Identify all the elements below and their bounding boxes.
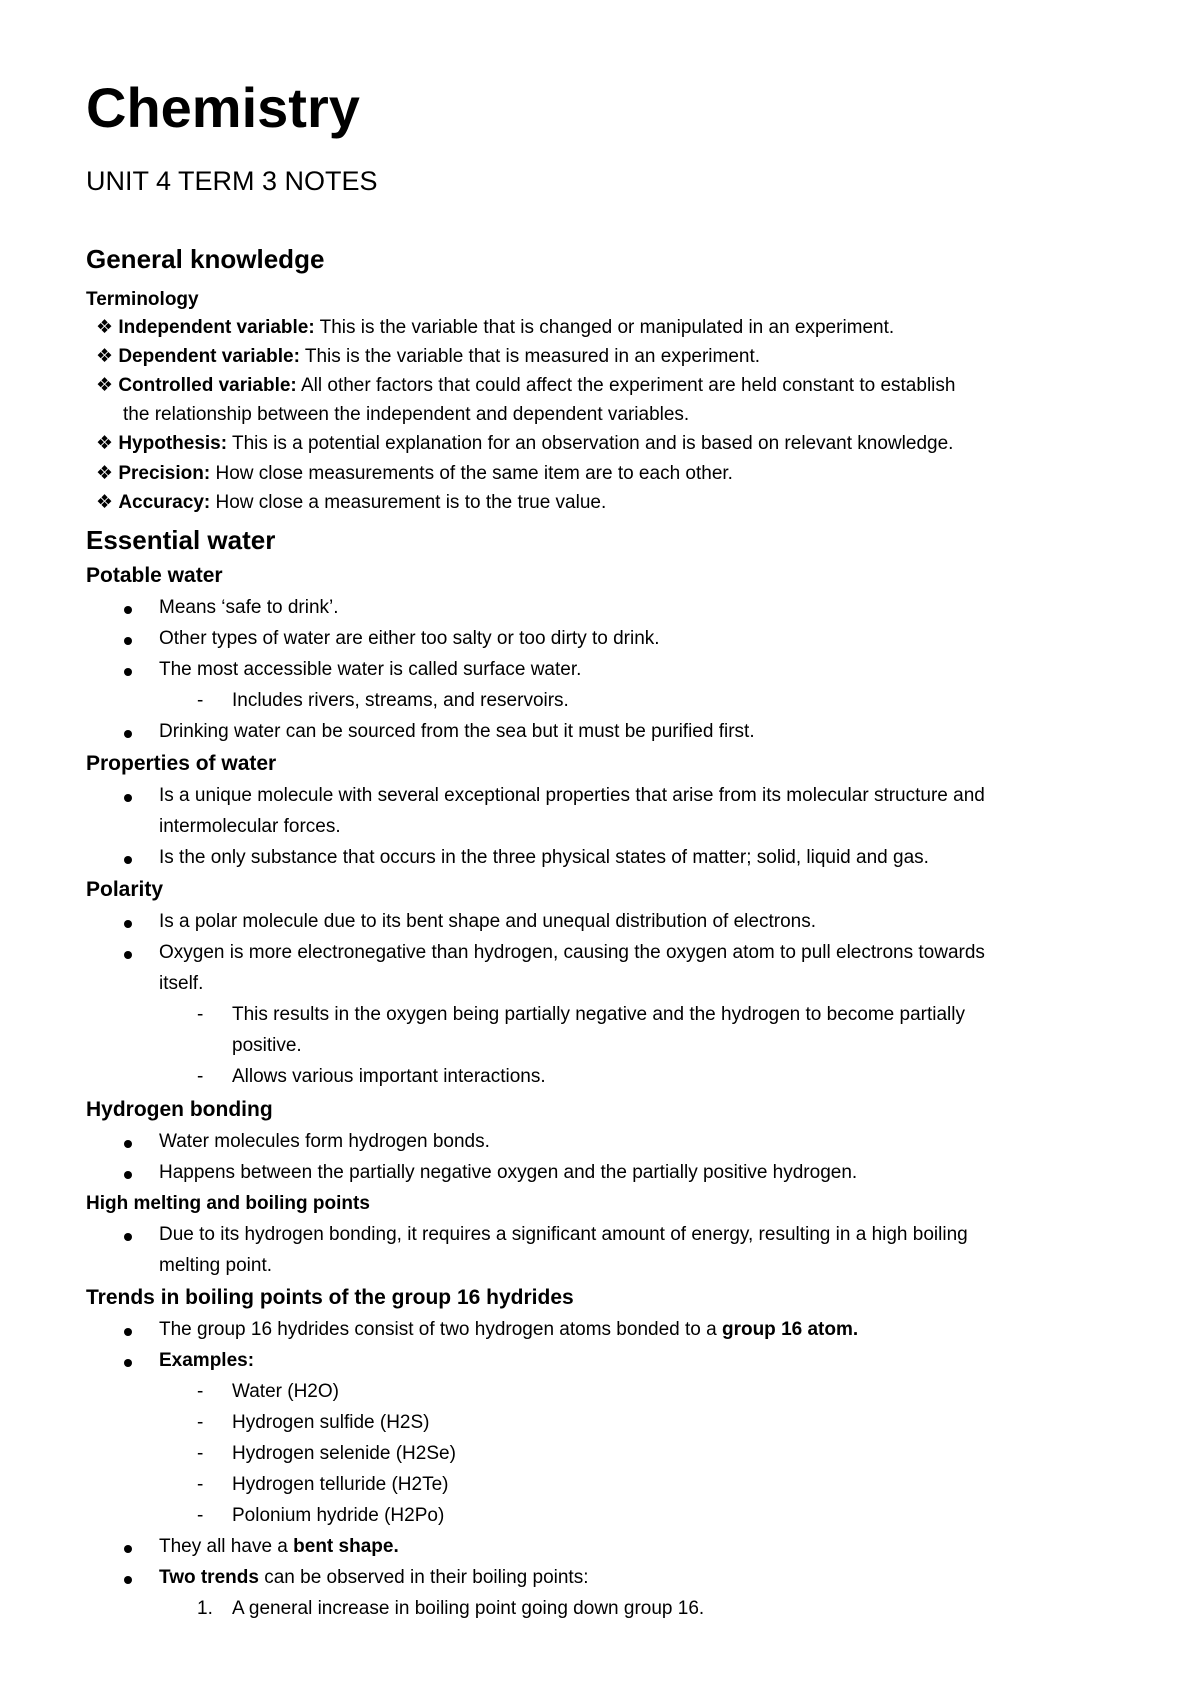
subheading-melting-boiling: High melting and boiling points	[86, 1193, 370, 1214]
page-title: Chemistry	[86, 76, 360, 139]
bullet-icon	[124, 668, 132, 676]
section-heading-general: General knowledge	[86, 244, 325, 274]
list-subitem: Polonium hydride (H2Po)	[232, 1505, 445, 1526]
list-item: Water molecules form hydrogen bonds.	[159, 1131, 490, 1152]
number-marker: 1.	[197, 1598, 213, 1619]
diamond-bullet-icon: ❖	[96, 492, 114, 513]
term-item: ❖ Hypothesis: This is a potential explanation for an observation and is based on relevant knowledge.	[96, 433, 954, 454]
bullet-icon	[124, 606, 132, 614]
list-item: Two trends can be observed in their boiling points:	[159, 1567, 589, 1588]
diamond-bullet-icon: ❖	[96, 463, 114, 484]
section-heading-essential-water: Essential water	[86, 525, 276, 555]
diamond-bullet-icon: ❖	[96, 433, 114, 454]
bullet-icon	[124, 920, 132, 928]
bullet-icon	[124, 1233, 132, 1241]
dash-marker: -	[197, 690, 204, 711]
dash-marker: -	[197, 1474, 204, 1495]
term-item: ❖ Dependent variable: This is the variable that is measured in an experiment.	[96, 346, 761, 367]
list-item: Is the only substance that occurs in the three physical states of matter; solid, liquid and gas.	[159, 847, 929, 868]
list-subitem: Allows various important interactions.	[232, 1066, 546, 1087]
dash-marker: -	[197, 1004, 204, 1025]
bullet-icon	[124, 637, 132, 645]
term-item: ❖ Controlled variable: All other factors that could affect the experiment are held constant to establish	[96, 375, 956, 396]
list-subitem: Hydrogen telluride (H2Te)	[232, 1474, 449, 1495]
subheading-polarity: Polarity	[86, 878, 164, 901]
list-subitem: Water (H2O)	[232, 1381, 339, 1402]
subheading-properties-of-water: Properties of water	[86, 752, 277, 775]
bullet-icon	[124, 1545, 132, 1553]
list-item: Means ‘safe to drink’.	[159, 597, 339, 618]
list-item: The most accessible water is called surface water.	[159, 659, 582, 680]
subheading-terminology: Terminology	[86, 289, 199, 310]
diamond-bullet-icon: ❖	[96, 317, 114, 338]
bullet-icon	[124, 1359, 132, 1367]
bullet-icon	[124, 1140, 132, 1148]
bullet-icon	[124, 794, 132, 802]
bullet-icon	[124, 1171, 132, 1179]
list-subitem: Hydrogen selenide (H2Se)	[232, 1443, 456, 1464]
term-item: ❖ Precision: How close measurements of the same item are to each other.	[96, 463, 733, 484]
list-item: Examples:	[159, 1350, 255, 1371]
page-subtitle: UNIT 4 TERM 3 NOTES	[86, 166, 378, 196]
list-item: Happens between the partially negative oxygen and the partially positive hydrogen.	[159, 1162, 858, 1183]
list-item: Drinking water can be sourced from the sea but it must be purified first.	[159, 721, 755, 742]
numbered-subitem: A general increase in boiling point going down group 16.	[232, 1598, 705, 1619]
bullet-icon	[124, 951, 132, 959]
list-item: Other types of water are either too salty or too dirty to drink.	[159, 628, 660, 649]
list-item: They all have a bent shape.	[159, 1536, 399, 1557]
list-item: Is a polar molecule due to its bent shape and unequal distribution of electrons.	[159, 911, 816, 932]
list-item-continuation: itself.	[159, 973, 204, 994]
subheading-hydrogen-bonding: Hydrogen bonding	[86, 1098, 273, 1121]
dash-marker: -	[197, 1066, 204, 1087]
list-item-continuation: intermolecular forces.	[159, 816, 341, 837]
diamond-bullet-icon: ❖	[96, 346, 114, 367]
dash-marker: -	[197, 1443, 204, 1464]
diamond-bullet-icon: ❖	[96, 375, 114, 396]
list-item: Is a unique molecule with several exceptional properties that arise from its molecular structure and	[159, 785, 985, 806]
bullet-icon	[124, 856, 132, 864]
term-item-continuation: the relationship between the independent and dependent variables.	[123, 404, 690, 425]
list-item: Due to its hydrogen bonding, it requires a significant amount of energy, resulting in a high boiling	[159, 1224, 968, 1245]
list-item-continuation: melting point.	[159, 1255, 273, 1276]
subheading-potable-water: Potable water	[86, 564, 223, 587]
dash-marker: -	[197, 1412, 204, 1433]
list-subitem: Hydrogen sulfide (H2S)	[232, 1412, 430, 1433]
list-subitem: Includes rivers, streams, and reservoirs.	[232, 690, 569, 711]
bullet-icon	[124, 1328, 132, 1336]
dash-marker: -	[197, 1381, 204, 1402]
term-item: ❖ Accuracy: How close a measurement is to the true value.	[96, 492, 607, 513]
subheading-trends: Trends in boiling points of the group 16 hydrides	[86, 1286, 574, 1309]
bullet-icon	[124, 730, 132, 738]
list-subitem-continuation: positive.	[232, 1035, 302, 1056]
bullet-icon	[124, 1576, 132, 1584]
list-subitem: This results in the oxygen being partially negative and the hydrogen to become partially	[232, 1004, 965, 1025]
term-item: ❖ Independent variable: This is the variable that is changed or manipulated in an experiment.	[96, 317, 895, 338]
list-item: The group 16 hydrides consist of two hydrogen atoms bonded to a group 16 atom.	[159, 1319, 859, 1340]
list-item: Oxygen is more electronegative than hydrogen, causing the oxygen atom to pull electrons towards	[159, 942, 985, 963]
dash-marker: -	[197, 1505, 204, 1526]
